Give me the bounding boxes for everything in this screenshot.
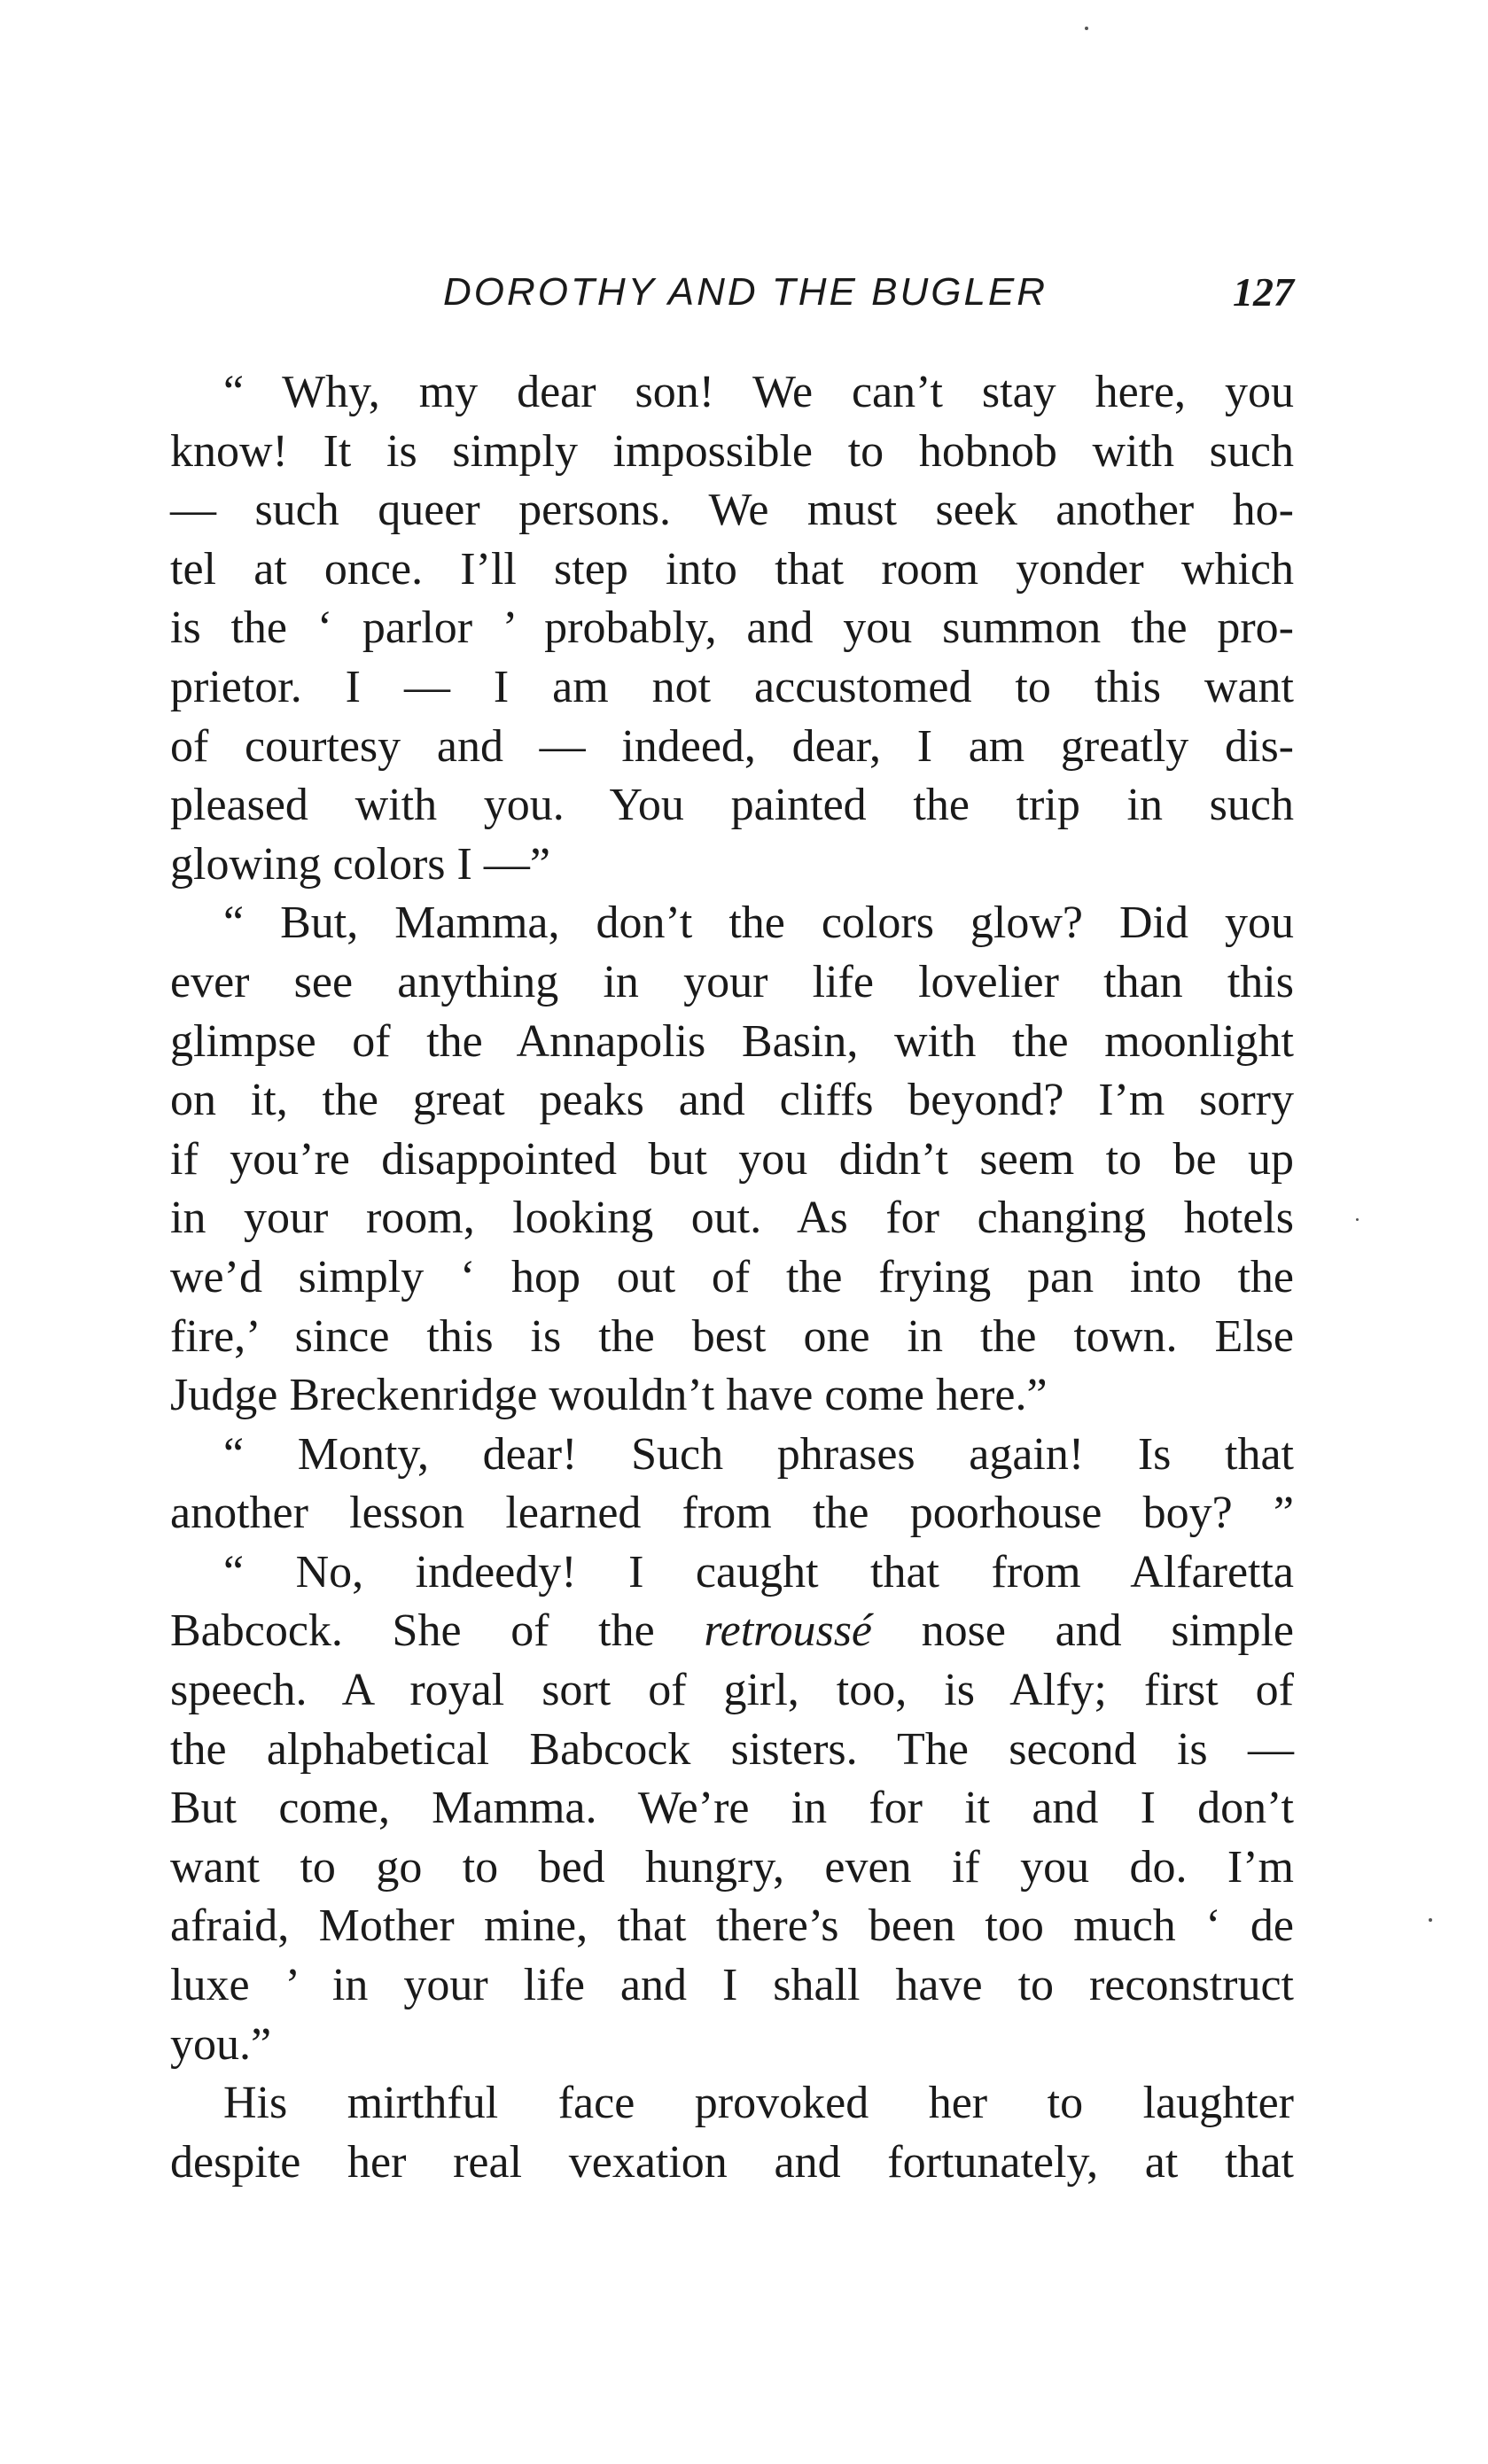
text-line: you.”	[170, 2018, 272, 2070]
text-line: fire,’ since this is the best one in the town. Else	[170, 1310, 1294, 1362]
text-line: want to go to bed hungry, even if you do. I’m	[170, 1841, 1294, 1893]
text-line: glowing colors I —”	[170, 838, 550, 890]
text-line: ever see anything in your life lovelier than this	[170, 956, 1294, 1007]
text-line: afraid, Mother mine, that there’s been too much ‘ de	[170, 1900, 1294, 1952]
text-line: His mirthful face provoked her to laughter	[223, 2078, 1294, 2129]
paper-speck	[1429, 1918, 1432, 1922]
text-line: “ Monty, dear! Such phrases again! Is that	[223, 1428, 1294, 1480]
italic-word: retroussé	[704, 1605, 873, 1657]
text-line: “ No, indeedy! I caught that from Alfaretta	[223, 1546, 1294, 1597]
text-line: on it, the great peaks and cliffs beyond? I’m sorry	[170, 1075, 1294, 1126]
text-fragment: Babcock. She of the	[170, 1605, 705, 1657]
text-line: “ But, Mamma, don’t the colors glow? Did you	[223, 898, 1294, 949]
text-line-with-italic	[170, 1602, 1294, 1661]
text-line: pleased with you. You painted the trip in such	[170, 780, 1294, 831]
body-text	[170, 363, 1294, 2192]
text-line: But come, Mamma. We’re in for it and I don’t	[170, 1783, 1294, 1834]
text-line: know! It is simply impossible to hobnob with such	[170, 425, 1294, 477]
text-line: glimpse of the Annapolis Basin, with the moonlight	[170, 1015, 1294, 1067]
running-header	[170, 266, 1294, 328]
paper-speck	[1085, 27, 1088, 30]
text-line: of courtesy and — indeed, dear, I am greatly dis-	[170, 720, 1294, 772]
page-number: 127	[1233, 269, 1294, 315]
running-title: DOROTHY AND THE BUGLER	[442, 270, 1048, 314]
paper-speck	[1356, 1218, 1359, 1221]
text-line: Judge Breckenridge wouldn’t have come here.”	[170, 1370, 1048, 1421]
text-line: tel at once. I’ll step into that room yonder which	[170, 543, 1294, 595]
text-line: prietor. I — I am not accustomed to this want	[170, 661, 1294, 712]
text-line: “ Why, my dear son! We can’t stay here, you	[223, 367, 1294, 417]
text-fragment: nose and simple	[872, 1605, 1294, 1657]
text-line: despite her real vexation and fortunately, at that	[170, 2136, 1294, 2188]
text-line: in your room, looking out. As for changing hotels	[170, 1193, 1294, 1244]
text-line: we’d simply ‘ hop out of the frying pan into the	[170, 1251, 1294, 1302]
text-line: another lesson learned from the poorhouse boy? ”	[170, 1488, 1294, 1539]
text-line: luxe ’ in your life and I shall have to reconstruct	[170, 1960, 1294, 2011]
text-line: the alphabetical Babcock sisters. The second is —	[170, 1723, 1294, 1775]
text-line: — such queer persons. We must seek another ho-	[170, 485, 1294, 536]
text-line: speech. A royal sort of girl, too, is Alfy; first of	[170, 1665, 1294, 1716]
text-line: if you’re disappointed but you didn’t seem to be up	[170, 1133, 1294, 1185]
text-line: is the ‘ parlor ’ probably, and you summon the pro-	[170, 602, 1294, 654]
